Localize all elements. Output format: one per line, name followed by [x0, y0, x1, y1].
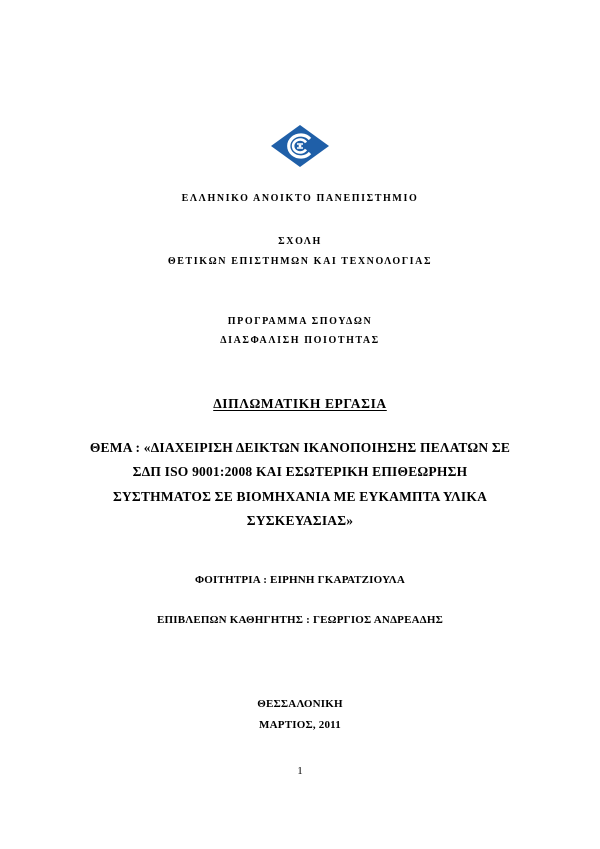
- topic-line-2: ΣΔΠ ISO 9001:2008 ΚΑΙ ΕΣΩΤΕΡΙΚΗ ΕΠΙΘΕΩΡΗΣΗ: [132, 464, 468, 479]
- date: ΜΑΡΤΙΟΣ, 2011: [259, 719, 341, 731]
- student-name: ΦΟΙΤΗΤΡΙΑ : ΕΙΡΗΝΗ ΓΚΑΡΑΤΖΙΟΥΛΑ: [194, 574, 406, 586]
- supervisor-name: ΕΠΙΒΛΕΠΩΝ ΚΑΘΗΓΗΤΗΣ : ΓΕΩΡΓΙΟΣ ΑΝΔΡΕΑΔΗΣ: [156, 614, 444, 626]
- university-logo-icon: [270, 124, 330, 168]
- place: ΘΕΣΣΑΛΟΝΙΚΗ: [257, 698, 343, 710]
- program-label: ΠΡΟΓΡΑΜΜΑ ΣΠΟΥΔΩΝ: [227, 316, 373, 327]
- school-name: ΘΕΤΙΚΩΝ ΕΠΙΣΤΗΜΩΝ ΚΑΙ ΤΕΧΝΟΛΟΓΙΑΣ: [167, 256, 433, 267]
- topic-line-1: ΘΕΜΑ : «ΔΙΑΧΕΙΡΙΣΗ ΔΕΙΚΤΩΝ ΙΚΑΝΟΠΟΙΗΣΗΣ ΠΕΛΑΤΩΝ ΣΕ: [89, 440, 511, 455]
- school-label: ΣΧΟΛΗ: [278, 236, 322, 247]
- program-name: ΔΙΑΣΦΑΛΙΣΗ ΠΟΙΟΤΗΤΑΣ: [220, 335, 380, 346]
- topic-line-4: ΣΥΣΚΕΥΑΣΙΑΣ»: [246, 513, 354, 528]
- topic-line-3: ΣΥΣΤΗΜΑΤΟΣ ΣΕ ΒΙΟΜΗΧΑΝΙΑ ΜΕ ΕΥΚΑΜΠΤΑ ΥΛΙΚΑ: [112, 489, 488, 504]
- university-name: ΕΛΛΗΝΙΚΟ ΑΝΟΙΚΤΟ ΠΑΝΕΠΙΣΤΗΜΙΟ: [181, 193, 419, 204]
- page-number: 1: [297, 765, 303, 777]
- thesis-heading: ΔΙΠΛΩΜΑΤΙΚΗ ΕΡΓΑΣΙΑ: [213, 396, 387, 411]
